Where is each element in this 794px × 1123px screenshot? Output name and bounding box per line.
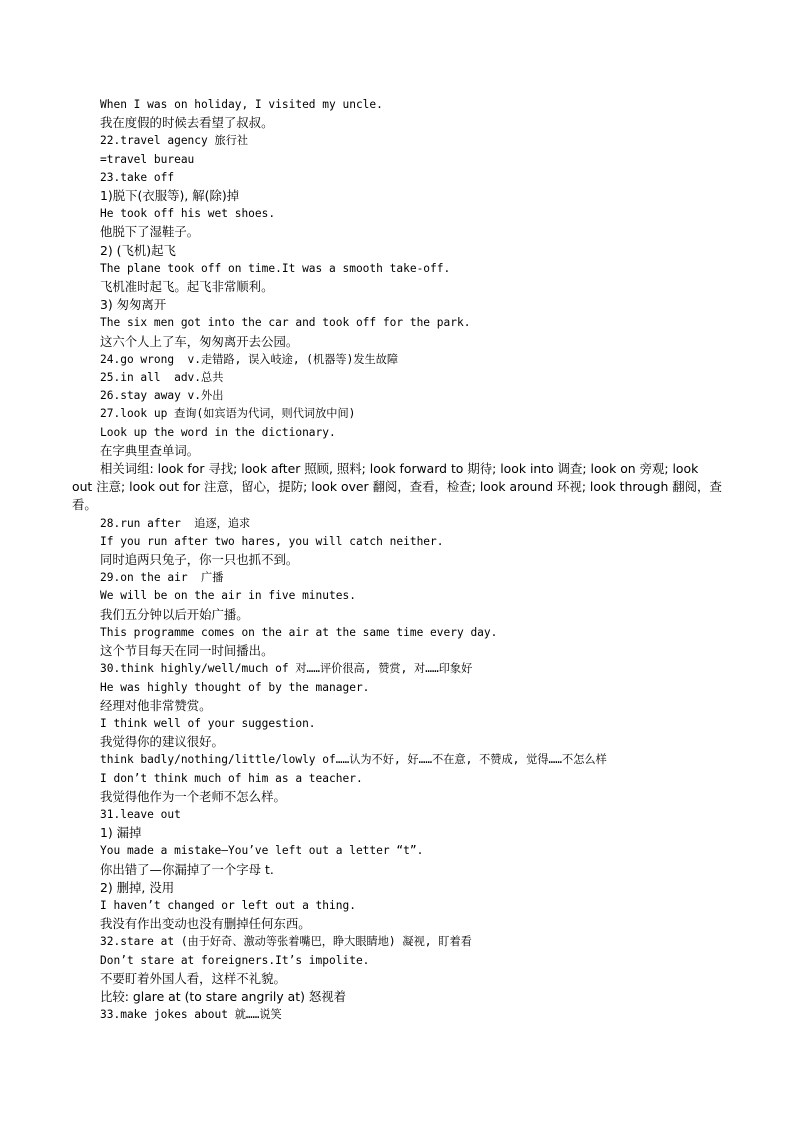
text-line: 24.go wrong v.走错路, 误入岐途, (机器等)发生故障 (100, 352, 399, 366)
text-line: 2) (飞机)起飞 (100, 242, 176, 258)
text-line: 我觉得他作为一个老师不怎么样。 (100, 788, 286, 804)
text-line: 经理对他非常赞赏。 (100, 697, 212, 713)
text-line: 3) 匆匆离开 (100, 297, 167, 313)
text-line: 1)脱下(衣服等), 解(除)掉 (100, 188, 240, 204)
text-line: He took off his wet shoes. (100, 207, 276, 221)
document-body (72, 96, 722, 1024)
text-line: 这个节目每天在同一时间播出。 (100, 643, 274, 659)
text-line: 同时追两只兔子，你一只也抓不到。 (100, 552, 299, 568)
text-line: The plane took off on time.It was a smooth take-off. (100, 261, 451, 275)
text-line: 不要盯着外国人看，这样不礼貌。 (100, 970, 286, 986)
text-line: This programme comes on the air at the same time every day. (100, 625, 498, 639)
text-line: 你出错了—你漏掉了一个字母 t. (100, 861, 274, 877)
text-line: Don’t stare at foreigners.It’s impolite. (100, 953, 370, 967)
text-line: If you run after two hares, you will catch neither. (100, 534, 444, 548)
text-line: 相关词组: look for 寻找; look after 照顾, 照料; look forward to 期待; look into 调查; look on 旁观; look out 注意; look out for 注意，留心，提防; look over 翻阅，查看，检查; look around 环视; look through 翻阅，查看。 (72, 461, 722, 513)
text-line: 他脱下了湿鞋子。 (100, 224, 200, 240)
text-line: We will be on the air in five minutes. (100, 589, 356, 603)
text-line: 29.on the air 广播 (100, 571, 224, 585)
text-line: Look up the word in the dictionary. (100, 425, 336, 439)
text-line: 比较: glare at (to stare angrily at) 怒视着 (100, 988, 347, 1004)
text-line: 飞机准时起飞。起飞非常顺利。 (100, 279, 274, 295)
text-line: 22.travel agency 旅行社 (100, 134, 249, 148)
text-line: 28.run after 追逐，追求 (100, 516, 251, 530)
text-line: 我没有作出变动也没有删掉任何东西。 (100, 916, 311, 932)
text-line: I don’t think much of him as a teacher. (100, 771, 363, 785)
text-line: =travel bureau (100, 152, 195, 166)
text-line: I think well of your suggestion. (100, 716, 316, 730)
text-line: 在字典里查单词。 (100, 442, 200, 458)
text-line: 1) 漏掉 (100, 825, 142, 841)
text-line: 25.in all adv.总共 (100, 371, 224, 385)
text-line: The six men got into the car and took off for the park. (100, 316, 471, 330)
text-line: You made a mistake—You’ve left out a letter “t”. (100, 844, 424, 858)
text-line: 33.make jokes about 就……说笑 (100, 1008, 282, 1022)
text-line: 我在度假的时候去看望了叔叔。 (100, 115, 274, 131)
text-line: I haven’t changed or left out a thing. (100, 898, 356, 912)
text-line: He was highly thought of by the manager. (100, 680, 370, 694)
text-line: 32.stare at (由于好奇、激动等张着嘴巴，睁大眼睛地) 凝视, 盯着看 (100, 935, 472, 949)
text-line: 我们五分钟以后开始广播。 (100, 606, 249, 622)
text-line: 我觉得你的建议很好。 (100, 734, 224, 750)
text-line: 23.take off (100, 170, 175, 184)
text-line: When I was on holiday, I visited my uncle. (100, 98, 383, 111)
text-line: 这六个人上了车，匆匆离开去公园。 (100, 333, 299, 349)
text-line: 26.stay away v.外出 (100, 389, 224, 403)
text-line: 31.leave out (100, 807, 181, 821)
text-line: 2) 删掉, 没用 (100, 879, 175, 895)
text-line: think badly/nothing/little/lowly of……认为不好, 好……不在意, 不赞成, 觉得……不怎么样 (100, 753, 607, 767)
text-line: 30.think highly/well/much of 对……评价很高, 赞赏, 对……印象好 (100, 662, 473, 676)
text-line: 27.look up 查询(如宾语为代词，则代词放中间) (100, 407, 356, 421)
